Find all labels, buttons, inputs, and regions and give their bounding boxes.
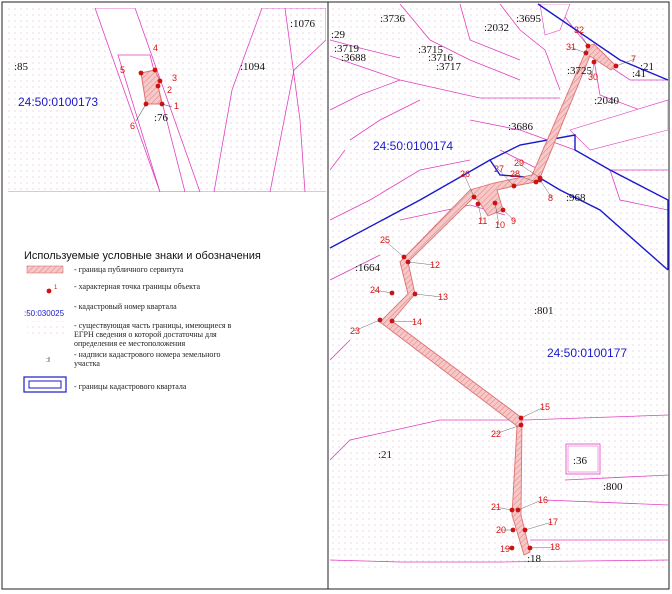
boundary-point-label: 24 bbox=[370, 285, 381, 295]
quarter-boundary-swatch bbox=[24, 377, 66, 392]
right-parcel-label: :2040 bbox=[594, 95, 620, 107]
boundary-point-label: 32 bbox=[574, 25, 585, 35]
boundary-point-label: 11 bbox=[478, 216, 488, 226]
right-parcel-label: :3736 bbox=[380, 13, 406, 25]
legend-item-text: - границы кадастрового квартала bbox=[74, 382, 187, 391]
right-parcel-label: :3725 bbox=[567, 65, 593, 77]
left-parcel-label: :85 bbox=[14, 61, 29, 73]
legend-item-text-line: определения ее местоположения bbox=[74, 339, 186, 348]
right-parcel-label: :3719 bbox=[334, 43, 360, 55]
right-parcel-label: :29 bbox=[331, 29, 346, 41]
legend-item-text-line: ЕГРН сведения о которой достаточны для bbox=[74, 330, 217, 339]
right-parcel-label: :3695 bbox=[516, 13, 542, 25]
boundary-point-label: 20 bbox=[496, 525, 507, 535]
quarter-boundary-swatch-inner bbox=[29, 381, 61, 388]
legend-item-text bbox=[74, 321, 233, 348]
boundary-point-label: 30 bbox=[588, 72, 599, 82]
legend-item-text: - граница публичного сервитута bbox=[74, 265, 184, 274]
left-point-label: 1 bbox=[174, 101, 180, 111]
boundary-point-label: 18 bbox=[550, 542, 561, 552]
existing-boundary-swatch bbox=[27, 321, 65, 334]
legend-item-text bbox=[74, 350, 222, 368]
left-parcel-label: :1094 bbox=[240, 61, 266, 73]
right-parcel-label: :3716 bbox=[428, 52, 454, 64]
boundary-point-label: 23 bbox=[350, 326, 361, 336]
legend-title: Используемые условные знаки и обозначения bbox=[24, 250, 261, 262]
boundary-point-label: 13 bbox=[438, 292, 449, 302]
boundary-point-label: 9 bbox=[511, 216, 517, 226]
right-parcel-label: :21 bbox=[378, 449, 393, 461]
boundary-point-label: 26 bbox=[460, 169, 471, 179]
legend-item-text-line: - надписи кадастрового номера земельного bbox=[74, 350, 221, 359]
boundary-point-label: 15 bbox=[540, 402, 551, 412]
legend-item-text-line: - существующая часть границы, имеющиеся в bbox=[74, 321, 232, 330]
boundary-point-label: 17 bbox=[548, 517, 559, 527]
right-parcel-label: :1664 bbox=[355, 262, 381, 274]
boundary-point-label: 25 bbox=[380, 235, 391, 245]
boundary-point-label: 16 bbox=[538, 495, 549, 505]
quarter-number-sample: :50:030025 bbox=[24, 309, 65, 318]
left-parcel-label: :1076 bbox=[290, 18, 316, 30]
left-point-label: 3 bbox=[172, 73, 178, 83]
legend bbox=[24, 250, 261, 392]
boundary-point-label: 19 bbox=[500, 544, 511, 554]
right-parcel-label: :3686 bbox=[508, 121, 534, 133]
right-parcel-label: :41 bbox=[632, 68, 647, 80]
legend-item-text: - кадастровый номер квартала bbox=[74, 302, 177, 311]
boundary-point-label: 8 bbox=[548, 193, 554, 203]
boundary-point-label: 29 bbox=[514, 158, 525, 168]
legend-item-text: - характерная точка границы объекта bbox=[74, 282, 201, 291]
right-parcel-label: :801 bbox=[534, 305, 554, 317]
left-point-label: 2 bbox=[167, 85, 173, 95]
boundary-point-label: 10 bbox=[495, 220, 506, 230]
right-parcel-label: :3715 bbox=[418, 44, 444, 56]
point-symbol bbox=[47, 289, 52, 294]
boundary-point-label: 12 bbox=[430, 260, 441, 270]
right-quarter-number: 24:50:0100177 bbox=[547, 346, 628, 360]
point-symbol-label: 1 bbox=[54, 285, 58, 291]
right-parcel-label: :3688 bbox=[341, 52, 367, 64]
right-parcel-label: :36 bbox=[573, 455, 588, 467]
left-point-label: 4 bbox=[153, 43, 159, 53]
right-parcel-label: :800 bbox=[603, 481, 623, 493]
boundary-point-label: 31 bbox=[566, 42, 577, 52]
left-quarter-number: 24:50:0100173 bbox=[18, 95, 99, 109]
left-parcel-label: :76 bbox=[154, 112, 169, 124]
boundary-point-label: 21 bbox=[491, 502, 502, 512]
right-parcel-label: :3717 bbox=[436, 61, 462, 73]
parcel-label-sample: :I bbox=[46, 357, 50, 364]
right-quarter-number: 24:50:0100174 bbox=[373, 139, 454, 153]
boundary-point-label: 22 bbox=[491, 429, 502, 439]
right-parcel-label: :21 bbox=[640, 61, 655, 73]
easement-swatch bbox=[27, 266, 63, 273]
boundary-point-label: 28 bbox=[510, 169, 521, 179]
boundary-point-label: 27 bbox=[494, 164, 505, 174]
right-parcel-label: :968 bbox=[566, 192, 586, 204]
left-point-label: 5 bbox=[120, 65, 126, 75]
boundary-point-label: 7 bbox=[631, 54, 637, 64]
boundary-point-label: 14 bbox=[412, 317, 423, 327]
right-parcel-label: :2032 bbox=[484, 22, 510, 34]
legend-item-text-line: участка bbox=[74, 359, 100, 368]
right-parcel-label: :18 bbox=[527, 553, 542, 565]
left-point-label: 6 bbox=[130, 121, 136, 131]
